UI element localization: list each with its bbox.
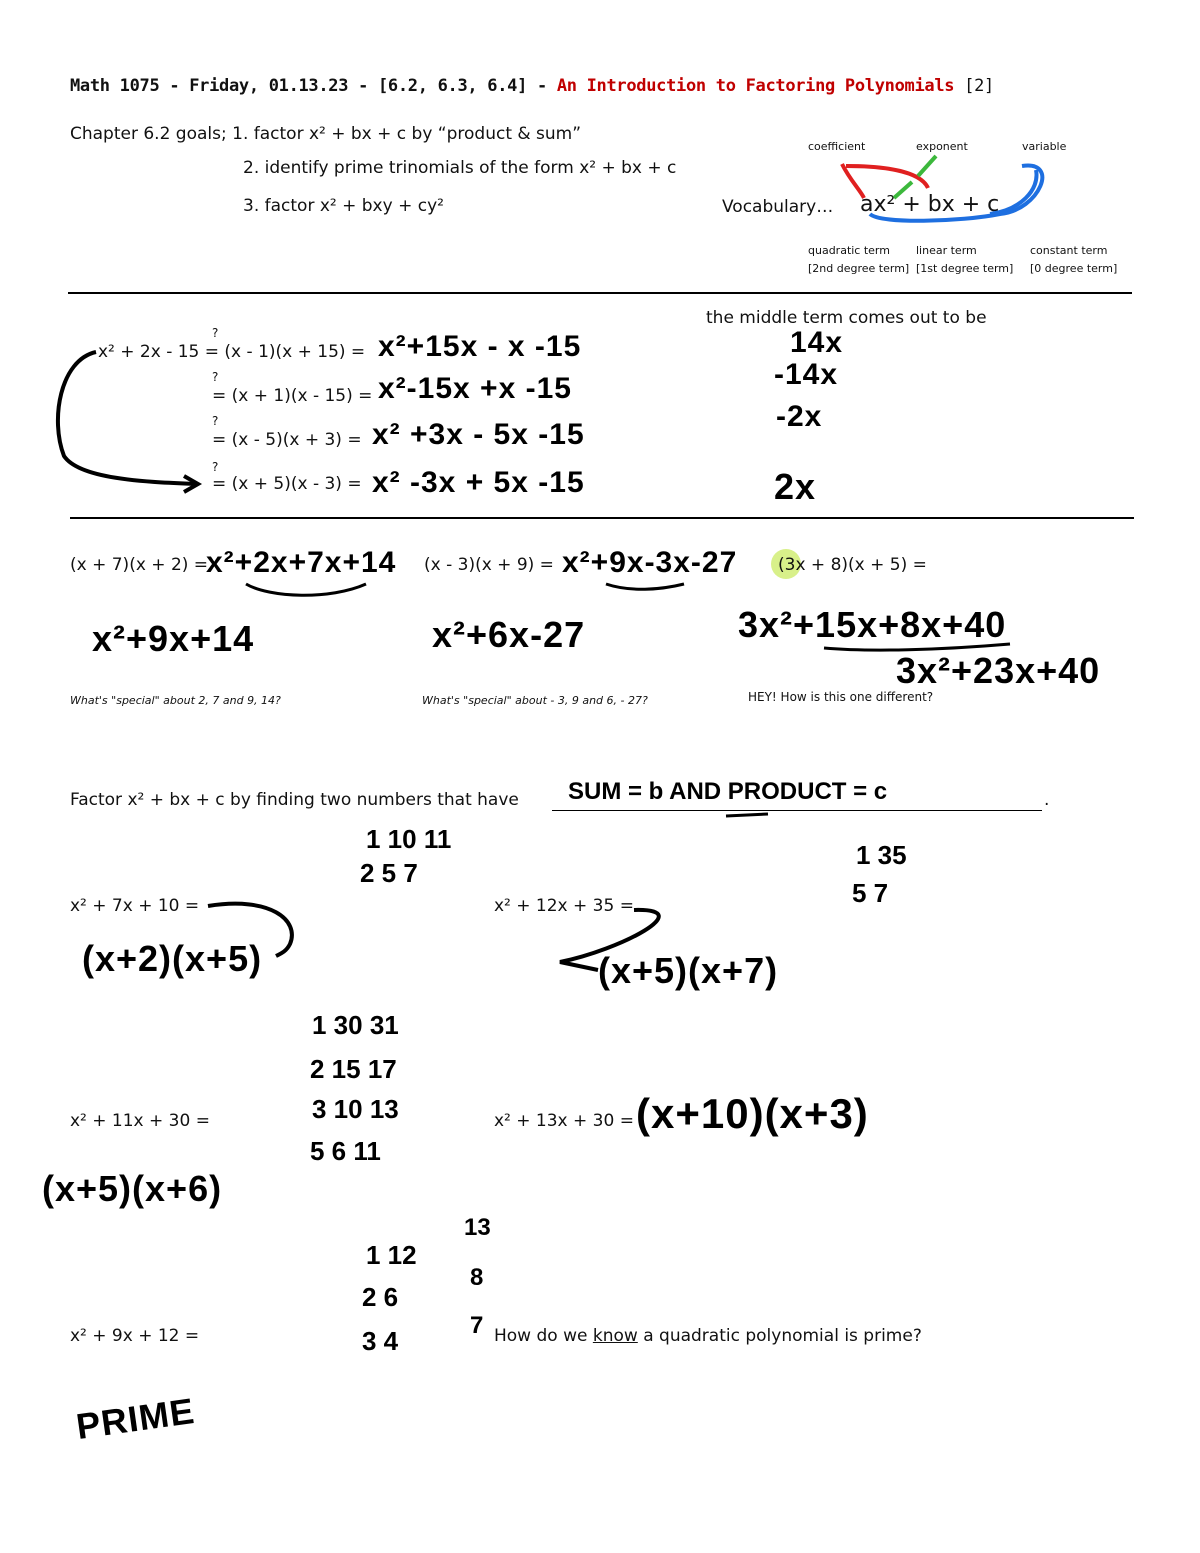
product-expr-3-rest: x + 8)(x + 5) = bbox=[795, 555, 927, 575]
vocab-quadratic-term: quadratic term bbox=[808, 244, 890, 257]
question-mark-4: ? bbox=[212, 460, 219, 474]
sum-12-3: 7 bbox=[470, 1312, 484, 1339]
trial-row-1-lhs: x² + 2x - 15 = (x - 1)(x + 15) = bbox=[98, 342, 366, 362]
middle-term-note: the middle term comes out to be bbox=[706, 308, 987, 328]
underline-2 bbox=[606, 584, 684, 589]
vocab-coefficient: coefficient bbox=[808, 140, 866, 153]
trial-row-3-lhs: = (x - 5)(x + 3) = bbox=[212, 430, 362, 450]
trial-row-2-middle: -14x bbox=[774, 358, 839, 391]
factor-expr-4: x² + 13x + 30 = bbox=[494, 1111, 634, 1131]
sum-12-2: 8 bbox=[470, 1264, 484, 1291]
vocab-label: Vocabulary… bbox=[722, 197, 834, 217]
vocab-quadratic-degree: [2nd degree term] bbox=[808, 262, 910, 275]
factor-expr-3: x² + 11x + 30 = bbox=[70, 1111, 210, 1131]
pairs-12-row-1: 1 12 bbox=[366, 1240, 417, 1270]
vocab-variable: variable bbox=[1022, 140, 1067, 153]
coefficient-arrow bbox=[842, 164, 864, 198]
underline-3 bbox=[824, 644, 1010, 650]
answer-arrow-1 bbox=[208, 904, 292, 956]
pairs-30-row-1: 1 30 31 bbox=[312, 1010, 399, 1040]
loop-arrow bbox=[58, 352, 196, 484]
variable-arrow-2 bbox=[990, 170, 1037, 214]
goal-line-1: Chapter 6.2 goals; 1. factor x² + bx + c by “product & sum” bbox=[70, 124, 582, 144]
factor-expr-1: x² + 7x + 10 = bbox=[70, 896, 200, 916]
vocab-constant-degree: [0 degree term] bbox=[1030, 262, 1118, 275]
pairs-30-row-4: 5 6 11 bbox=[310, 1136, 381, 1166]
product-note-3: HEY! How is this one different? bbox=[748, 690, 934, 704]
product-work-3: 3x²+15x+8x+40 bbox=[738, 604, 1007, 645]
pairs-12-row-3: 3 4 bbox=[362, 1326, 399, 1356]
prime-question-pre: How do we bbox=[494, 1326, 593, 1346]
product-result-1: x²+9x+14 bbox=[92, 618, 255, 659]
sum-12-1: 13 bbox=[464, 1214, 491, 1241]
exponent-arrow-2 bbox=[894, 182, 912, 198]
trial-row-2-work: x²-15x +x -15 bbox=[378, 372, 572, 405]
product-note-1: What's "special" about 2, 7 and 9, 14? bbox=[70, 694, 281, 707]
product-work-2: x²+9x-3x-27 bbox=[562, 546, 738, 579]
title-main: Math 1075 - Friday, 01.13.23 - [6.2, 6.3, 6.4] - bbox=[70, 76, 557, 96]
pairs-35-row-2: 5 7 bbox=[852, 878, 889, 908]
trial-row-3-middle: -2x bbox=[776, 400, 823, 433]
trial-row-4-work: x² -3x + 5x -15 bbox=[372, 466, 585, 499]
factor-answer-3: (x+5)(x+6) bbox=[42, 1168, 223, 1209]
factor-answer-1: (x+2)(x+5) bbox=[82, 938, 263, 979]
product-note-2: What's "special" about - 3, 9 and 6, - 27? bbox=[422, 694, 648, 707]
factor-answer-4: (x+10)(x+3) bbox=[636, 1090, 869, 1137]
exponent-arrow bbox=[918, 156, 936, 176]
trial-row-1-work: x²+15x - x -15 bbox=[378, 330, 582, 363]
product-result-2: x²+6x-27 bbox=[432, 614, 586, 655]
product-expr-1: (x + 7)(x + 2) = bbox=[70, 555, 209, 575]
question-mark-3: ? bbox=[212, 414, 219, 428]
answer-arrow-2 bbox=[560, 910, 659, 970]
question-mark-1: ? bbox=[212, 326, 219, 340]
pairs-10-row-2: 2 5 7 bbox=[360, 858, 418, 888]
product-expr-2: (x - 3)(x + 9) = bbox=[424, 555, 554, 575]
vocab-constant-term: constant term bbox=[1030, 244, 1108, 257]
trial-row-2-lhs: = (x + 1)(x - 15) = bbox=[212, 386, 373, 406]
question-mark-2: ? bbox=[212, 370, 219, 384]
pairs-30-row-2: 2 15 17 bbox=[310, 1054, 397, 1084]
coefficient-arrow-2 bbox=[846, 166, 928, 188]
title-topic: An Introduction to Factoring Polynomials bbox=[556, 76, 955, 96]
factor-prompt-period: . bbox=[1044, 790, 1050, 810]
title-page: [2] bbox=[954, 76, 994, 96]
goal-line-2: 2. identify prime trinomials of the form x² + bx + c bbox=[243, 158, 677, 178]
factor-expr-2: x² + 12x + 35 = bbox=[494, 896, 634, 916]
vocab-linear-degree: [1st degree term] bbox=[916, 262, 1014, 275]
vocab-exponent: exponent bbox=[916, 140, 968, 153]
trial-row-3-work: x² +3x - 5x -15 bbox=[372, 418, 585, 451]
product-expr-3-highlight: (3 bbox=[778, 555, 796, 575]
trial-row-1-middle: 14x bbox=[790, 326, 844, 359]
underline-1 bbox=[246, 584, 366, 595]
prime-question-post: a quadratic polynomial is prime? bbox=[637, 1326, 922, 1346]
pairs-30-row-3: 3 10 13 bbox=[312, 1094, 399, 1124]
trial-row-4-middle: 2x bbox=[774, 466, 817, 507]
vocab-expression: ax² + bx + c bbox=[860, 192, 1000, 217]
factor-answer-5: PRIME bbox=[73, 1389, 198, 1448]
and-underline bbox=[726, 814, 768, 816]
prime-question-know: know bbox=[592, 1326, 638, 1346]
product-result-3: 3x²+23x+40 bbox=[896, 650, 1101, 691]
variable-arrow bbox=[870, 166, 1042, 221]
trial-row-4-lhs: = (x + 5)(x - 3) = bbox=[212, 474, 362, 494]
factor-prompt: Factor x² + bx + c by finding two numbers that have bbox=[70, 790, 519, 810]
pairs-10-row-1: 1 10 11 bbox=[366, 824, 452, 854]
pairs-12-row-2: 2 6 bbox=[362, 1282, 399, 1312]
goal-line-3: 3. factor x² + bxy + cy² bbox=[243, 196, 444, 216]
factor-answer-2: (x+5)(x+7) bbox=[598, 950, 779, 991]
factor-prompt-fill: SUM = b AND PRODUCT = c bbox=[568, 778, 888, 805]
product-work-1: x²+2x+7x+14 bbox=[206, 546, 397, 579]
factor-expr-5: x² + 9x + 12 = bbox=[70, 1326, 200, 1346]
pairs-35-row-1: 1 35 bbox=[856, 840, 907, 870]
vocab-linear-term: linear term bbox=[916, 244, 977, 257]
